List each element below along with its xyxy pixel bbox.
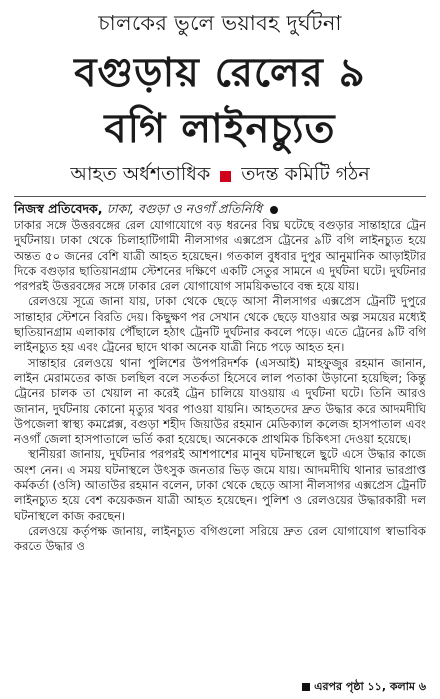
paragraph: সান্তাহার রেলওয়ে থানা পুলিশের উপপরিদর্শক (এসআই) মাহফুজুর রহমান জানান, লাইন মেরামতের কাজ চলছিল বলে সতর্কতা হিসেবে লাল পতাকা উড়ানো হয়েছিল; কিন্তু ট্রেনের চালক তা খেয়াল না করেই ট্রেন চালিয়ে যাওয়ায় এ দুর্ঘটনা ঘটে। তিনি আরও জানান, দুর্ঘটনায় কোনো মৃত্যুর খবর পাওয়া যায়নি। আহতদের দ্রুত উদ্ধার করে আদমদীঘি উপজেলা স্বাস্থ্য কমপ্লেক্স, বগুড়া শহীদ জিয়াউর রহমান মেডিক্যাল কলেজ হাসপাতাল এবং নওগাঁ জেলা হাসপাতালে ভর্তি করা হয়েছে। অনেককে প্রাথমিক চিকিৎসা দেওয়া হয়েছে। — [14, 355, 426, 447]
subhead-injured: আহত অর্ধশতাধিক — [70, 163, 211, 185]
kicker-headline: চালকের ভুলে ভয়াবহ দুর্ঘটনা — [98, 11, 342, 35]
byline-label: নিজস্ব প্রতিবেদক, — [14, 201, 103, 216]
headline-line-1: বগুড়ায় রেলের ৯ — [74, 50, 366, 96]
headline-line-2: বগি লাইনচ্যুত — [104, 106, 336, 152]
square-bullet-icon — [302, 683, 310, 691]
paragraph: রেলওয়ে কর্তৃপক্ষ জানায়, লাইনচ্যুত বগিগুলো সরিয়ে দ্রুত রেল যোগাযোগ স্বাভাবিক করতে উদ্ধার ও — [14, 523, 426, 554]
subheadline — [0, 160, 440, 192]
article-body — [14, 218, 426, 677]
paragraph: রেলওয়ে সূত্রে জানা যায়, ঢাকা থেকে ছেড়ে আসা নীলসাগর এক্সপ্রেস ট্রেনটি দুপুরে সান্তাহার স্টেশনে বিরতি দেয়। কিছুক্ষণ পর সেখান থেকে ছেড়ে যাওয়ার অল্প সময়ের মধ্যেই ছাতিয়ানগ্রাম এলাকায় পৌঁছালে হঠাৎ ট্রেনটি দুর্ঘটনার কবলে পড়ে। এতে ট্রেনের ৯টি বগি লাইনচ্যুত হয় এবং ট্রেনের ছাদে থাকা অনেক যাত্রী নিচে পড়ে আহত হন। — [14, 294, 426, 355]
subhead-committee: তদন্ত কমিটি গঠন — [241, 163, 370, 185]
bullet-icon — [270, 206, 278, 214]
continued-text: এরপর পৃষ্ঠা ১১, কলাম ৬ — [314, 680, 426, 693]
paragraph: স্থানীয়রা জানায়, দুর্ঘটনার পরপরই আশপাশের মানুষ ঘটনাস্থলে ছুটে এসে উদ্ধার কাজে অংশ নেন। এ সময় ঘটনাস্থলে উৎসুক জনতার ভিড় জমে যায়। আদমদীঘি থানার ভারপ্রাপ্ত কর্মকর্তা (ওসি) আতাউর রহমান বলেন, ঢাকা থেকে ছেড়ে আসা নীলসাগর এক্সপ্রেস ট্রেনটি লাইনচ্যুত হয়ে বেশ কয়েকজন যাত্রী আহত হয়েছেন। পুলিশ ও রেলওয়ের উদ্ধারকারী দল ঘটনাস্থলে কাজ করছেন। — [14, 447, 426, 523]
divider — [14, 196, 426, 197]
red-square-bullet-icon — [220, 171, 231, 182]
byline-locations: ঢাকা, বগুড়া ও নওগাঁ প্রতিনিধি — [106, 201, 262, 216]
byline — [14, 200, 426, 218]
paragraph: ঢাকার সঙ্গে উত্তরবঙ্গের রেল যোগাযোগে বড় ধরনের বিঘ্ন ঘটেছে বগুড়ার সান্তাহারে ট্রেন দুর্ঘটনায়। ঢাকা থেকে চিলাহাটিগামী নীলসাগর এক্সপ্রেস ট্রেনের ৯টি বগি লাইনচ্যুত হয়ে অন্তত ৫০ জনের বেশি যাত্রী আহত হয়েছেন। গতকাল বুধবার দুপুর আনুমানিক আড়াইটার দিকে বগুড়ার ছাতিয়ানগ্রাম স্টেশনের দক্ষিণে একটি সেতুর সামনে এ দুর্ঘটনা ঘটে। দুর্ঘটনার পরপরই উত্তরবঙ্গের সঙ্গে ঢাকার রেল যোগাযোগ সাময়িকভাবে বন্ধ হয়ে যায়। — [14, 218, 426, 294]
continued-on-page — [302, 679, 426, 695]
